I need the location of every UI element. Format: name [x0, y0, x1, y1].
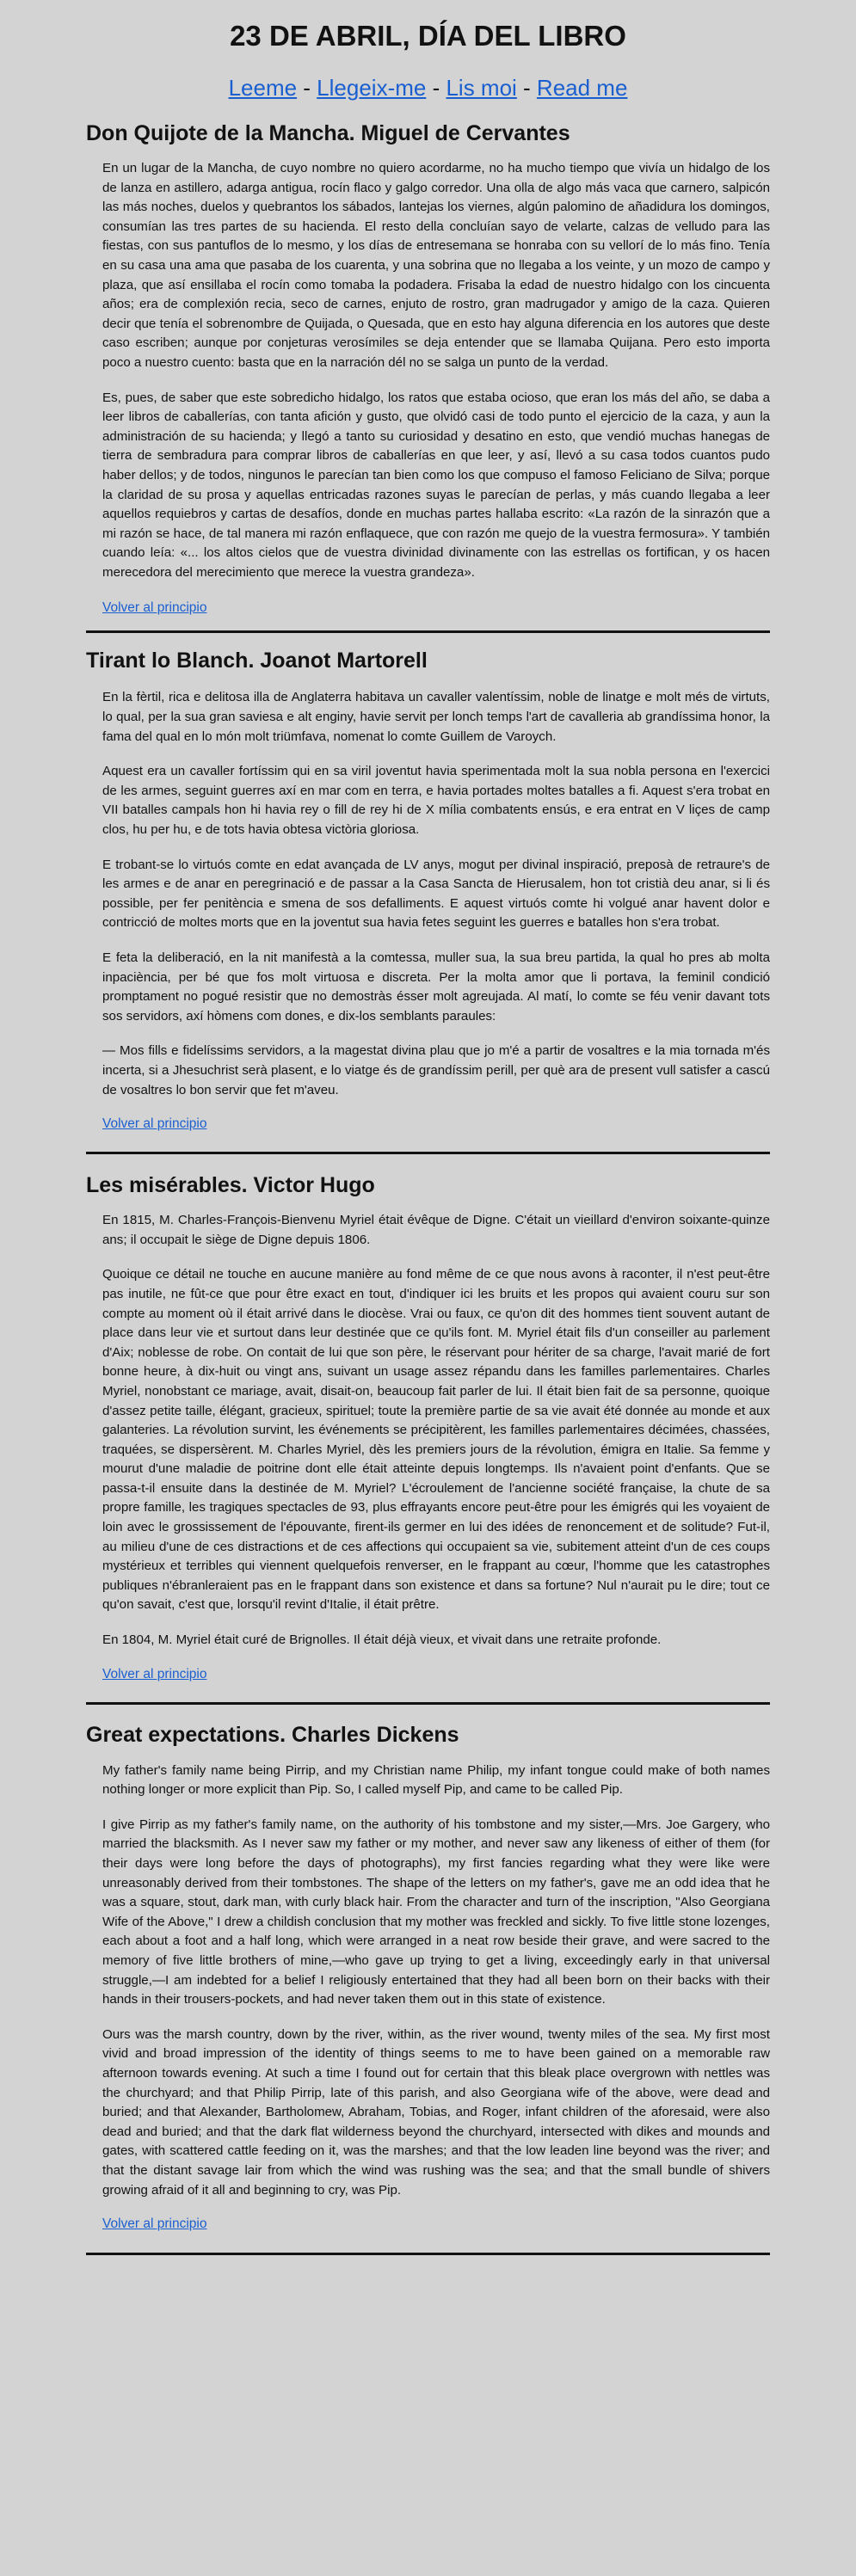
section-heading: Les misérables. Victor Hugo [86, 1173, 375, 1198]
section-heading: Tirant lo Blanch. Joanot Martorell [86, 649, 428, 673]
section-great-expectations [86, 1720, 770, 2255]
paragraph: En la fèrtil, rica e delitosa illa de Anglaterra habitava un cavaller valentíssim, noble de linatge e molt més de virtuts, lo qual, per la sua gran saviesa e alt enginy, havie servit per lonch temps l'art de cavalleria ab grandíssima honor, la fama del qual en lo món molt triümfava, nomenat lo comte Guillem de Varoych. [102, 690, 770, 744]
language-link-en[interactable]: Read me [536, 75, 628, 101]
back-to-top-link[interactable]: Volver al principio [102, 1666, 207, 1681]
language-separator: - [426, 75, 446, 101]
section-body [86, 1211, 770, 1682]
paragraph: En 1804, M. Myriel était curé de Brignolles. Il était déjà vieux, et vivait dans une retraite profonde. [102, 1632, 662, 1648]
paragraph: En un lugar de la Mancha, de cuyo nombre no quiero acordarme, no ha mucho tiempo que vivía un hidalgo de los de lanza en astillero, adarga antigua, rocín flaco y galgo corredor. Una olla de algo más vaca que carnero, salpicón las más noches, duelos y quebrantos los sábados, lantejas los viernes, algún palomino de añadidura los domingos, consumían las tres partes de su hacienda. El resto della concluían sayo de velarte, calzas de velludo para las fiestas, con sus pantuflos de lo mesmo, y los días de entresemana se honraba con su vellorí de lo más fino. Tenía en su casa una ama que pasaba de los cuarenta, y una sobrina que no llegaba a los veinte, y un mozo de campo y plaza, que así ensillaba el rocín como tomaba la podadera. Frisaba la edad de nuestro hidalgo con los cincuenta años; era de complexión recia, seco de carnes, enjuto de rostro, gran madrugador y amigo de la caza. Quieren decir que tenía el sobrenombre de Quijada, o Quesada, que en esto hay alguna diferencia en los autores que deste caso escriben; aunque por conjeturas verosímiles se deja entender que se llamaba Quijana. Pero esto importa poco a nuestro cuento: basta que en la narración dél no se salga un punto de la verdad. [102, 161, 770, 370]
paragraph: Es, pues, de saber que este sobredicho hidalgo, los ratos que estaba ocioso, que eran los más del año, se daba a leer libros de caballerías, con tanta afición y gusto, que olvidó casi de todo punto el ejercicio de la caza, y aun la administración de su hacienda; y llegó a tanto su curiosidad y desatino en esto, que vendió muchas hanegas de tierra de sembradura para comprar libros de caballerías en que leer, y así, llevó a su casa todos cuantos pudo haber dellos; y de todos, ningunos le parecían tan bien como los que compuso el famoso Feliciano de Silva; porque la claridad de su prosa y aquellas entricadas razones suyas le parecían de perlas, y más cuando llegaba a leer aquellos requiebros y cartas de desafíos, donde en muchas partes hallaba escrito: «La razón de la sinrazón que a mi razón se hace, de tal manera mi razón enflaquece, que con razón me quejo de la vuestra fermosura». Y también cuando leía: «... los altos cielos que de vuestra divinidad divinamente con las estrellas os fortifican, y os hacen merecedora del merecimiento que merece la vuestra grandeza». [102, 390, 770, 580]
paragraph: I give Pirrip as my father's family name, on the authority of his tombstone and my sister,—Mrs. Joe Gargery, who married the blacksmith. As I never saw my father or my mother, and never saw any likeness of either of them (for their days were long before the days of photographs), my first fancies regarding what they were like were unreasonably derived from their tombstones. The shape of the letters on my father's, gave me an odd idea that he was a square, stout, dark man, with curly black hair. From the character and turn of the inscription, "Also Georgiana Wife of the Above," I drew a childish conclusion that my mother was freckled and sickly. To five little stone lozenges, each about a foot and a half long, which were arranged in a neat row beside their grave, and were sacred to the memory of five little brothers of mine,—who gave up trying to get a living, exceedingly early in that universal struggle,—I am indebted for a belief I religiously entertained that they had all been born on their backs with their hands in their trousers-pockets, and had never taken them out in this state of existence. [102, 1817, 770, 2007]
language-separator: - [516, 75, 537, 101]
language-link-es[interactable]: Leeme [228, 75, 298, 101]
paragraph: Ours was the marsh country, down by the river, within, as the river wound, twenty miles of the sea. My first most vivid and broad impression of the identity of things seems to me to have been gained on a memorable raw afternoon towards evening. At such a time I found out for certain that this bleak place overgrown with nettles was the churchyard; and that Philip Pirrip, late of this parish, and also Georgiana wife of the above, were dead and buried; and that Alexander, Bartholomew, Abraham, Tobias, and Roger, infant children of the aforesaid, were also dead and buried; and that the dark flat wilderness beyond the churchyard, intersected with dikes and mounds and gates, with scattered cattle feeding on it, was the marshes; and that the low leaden line beyond was the river; and that the distant savage lair from which the wind was rushing was the sea; and that the small bundle of shivers growing afraid of it all and beginning to cry, was Pip. [102, 2026, 770, 2198]
back-to-top-link[interactable]: Volver al principio [102, 1116, 207, 1132]
paragraph: E feta la deliberació, en la nit manifestà a la comtessa, muller sua, la sua breu partida, la qual ho pres ab molta inpaciència, per bé que fos molt virtuosa e discreta. Per la molta amor que li portava, la feminil condició promptament no pogué resistir que no demostràs ésser molt agreujada. Al matí, lo comte se féu venir davant tots sos servidors, axí hòmens com dones, e dix-los semblants paraules: [102, 950, 770, 1024]
back-to-top-link[interactable]: Volver al principio [102, 2216, 207, 2232]
section-body [86, 688, 770, 1133]
section-tirant [86, 646, 770, 1154]
section-miserables [86, 1171, 770, 1704]
paragraph: E trobant-se lo virtuós comte en edat avançada de LV anys, mogut per divinal inspiració, preposà de retraure's de les armes e de anar en peregrinació e de passar a la Casa Sancta de Hierusalem, hon tot cristià deu anar, si li és possible, per fer penitència e smena de sos defalliments. E aquest virtuós comte hi volgué anar havent dolor e contricció de moltes morts que en la joventut sua havia fetes seguint les guerres e batalles hon s'era trobat. [102, 857, 770, 931]
language-separator: - [297, 75, 317, 101]
language-links [0, 72, 856, 103]
paragraph: — Mos fills e fidelíssims servidors, a la magestat divina plau que jo m'é a partir de vosaltres e la mia tornada m'és incerta, si a Jhesuchrist serà plasent, e lo viatge és de grandíssim perill, per què ara de present vull satisfer a cascú de vosaltres lo bon servir que fet m'aveu. [102, 1043, 770, 1097]
paragraph: Quoique ce détail ne touche en aucune manière au fond même de ce que nous avons à raconter, il n'est peut-être pas inutile, ne fût-ce que pour être exact en tout, d'indiquer ici les bruits et les propos qui avaient couru sur son compte au moment où il était arrivé dans le diocèse. Vrai ou faux, ce qu'on dit des hommes tient souvent autant de place dans leur vie et surtout dans leur destinée que ce qu'ils font. M. Myriel était fils d'un conseiller au parlement d'Aix; noblesse de robe. On contait de lui que son père, le réservant pour hériter de sa charge, l'avait marié de fort bonne heure, à dix-huit ou vingt ans, suivant un usage assez répandu dans les familles parlementaires. Charles Myriel, nonobstant ce mariage, avait, disait-on, beaucoup fait parler de lui. Il était bien fait de sa personne, quoique d'assez petite taille, élégant, gracieux, spirituel; toute la première partie de sa vie avait été donnée au monde et aux galanteries. La révolution survint, les événements se précipitèrent, les familles parlementaires décimées, chassées, traquées, se dispersèrent. M. Charles Myriel, dès les premiers jours de la révolution, émigra en Italie. Sa femme y mourut d'une maladie de poitrine dont elle était atteinte depuis longtemps. Ils n'avaient point d'enfants. Que se passa-t-il ensuite dans la destinée de M. Myriel? L'écroulement de l'ancienne société française, la chute de sa propre famille, les tragiques spectacles de 93, plus effrayants encore peut-être pour les émigrés qui les voyaient de loin avec le grossissement de l'épouvante, firent-ils germer en lui des idées de renoncement et de solitude? Fut-il, au milieu d'une de ces distractions et de ces affections qui occupaient sa vie, subitement atteint d'un de ces coups mystérieux et terribles qui viennent quelquefois renverser, en le frappant au cœur, l'homme que les catastrophes publiques n'ébranleraient pas en le frappant dans son existence et dans sa fortune? Nul n'aurait pu le dire; tout ce qu'on savait, c'est que, lorsqu'il revint d'Italie, il était prêtre. [102, 1267, 770, 1613]
section-body [86, 159, 770, 617]
section-heading: Great expectations. Charles Dickens [86, 1722, 459, 1747]
language-link-fr[interactable]: Lis moi [446, 75, 517, 101]
section-quijote [86, 119, 770, 633]
paragraph: En 1815, M. Charles-François-Bienvenu Myriel était évêque de Digne. C'était un vieillard d'environ soixante-quinze ans; il occupait le siège de Digne depuis 1806. [102, 1213, 770, 1247]
paragraph: My father's family name being Pirrip, and my Christian name Philip, my infant tongue could make of both names nothing longer or more explicit than Pip. So, I called myself Pip, and came to be called Pip. [102, 1762, 770, 1798]
paragraph: Aquest era un cavaller fortíssim qui en sa viril joventut havia sperimentada molt la sua nobla persona en l'exercici de les armes, seguint guerres axí en mar com en terra, e havia portades moltes batalles a fi. Aquest s'era trobat en VII batalles campals hon hi havia rey o fill de rey hi de X mília combatents ensús, e era entrat en V liçes de camp clos, hu per hu, e de tots havia obtesa victòria gloriosa. [102, 764, 770, 838]
language-link-ca[interactable]: Llegeix-me [317, 75, 427, 101]
section-body [86, 1761, 770, 2233]
back-to-top-link[interactable]: Volver al principio [102, 600, 207, 616]
section-heading: Don Quijote de la Mancha. Miguel de Cervantes [86, 121, 570, 145]
page-title: 23 DE ABRIL, DÍA DEL LIBRO [230, 20, 626, 52]
